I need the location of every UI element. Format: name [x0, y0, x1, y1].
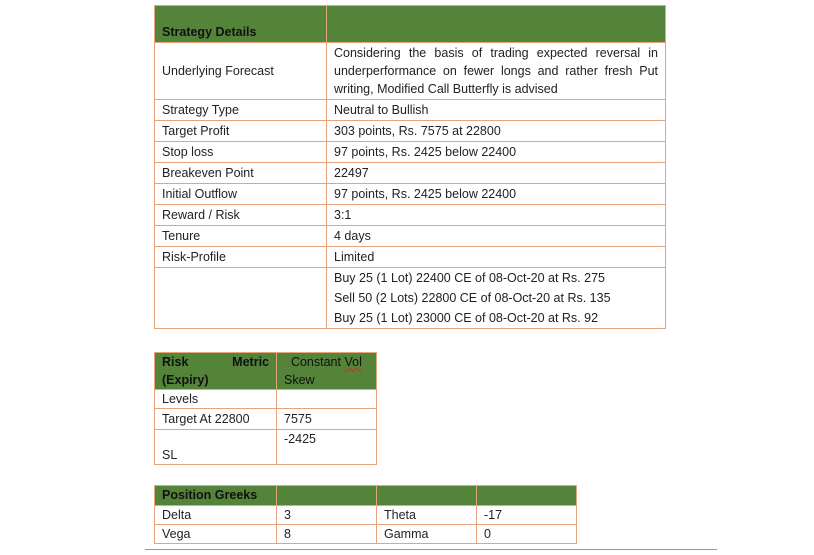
row-label: Reward / Risk [155, 205, 327, 226]
row-label: Tenure [155, 226, 327, 247]
legs-cell [327, 268, 666, 329]
page-divider [145, 549, 717, 550]
risk-header-word-risk: Risk [162, 355, 189, 369]
leg-line: Buy 25 (1 Lot) 23000 CE of 08-Oct-20 at Rs. 92 [334, 311, 599, 325]
row-label: Target Profit [155, 121, 327, 142]
risk-header-word-expiry: (Expiry) [162, 373, 209, 387]
greek-value: 8 [277, 525, 377, 544]
row-value: 22497 [327, 163, 666, 184]
row-value: 7575 [277, 409, 377, 430]
table-row [155, 430, 377, 465]
risk-header-row [155, 353, 377, 390]
table-row [155, 525, 577, 544]
row-value: 3:1 [327, 205, 666, 226]
table-row [155, 163, 666, 184]
risk-header-word-constant: Constant [290, 355, 341, 369]
table-row [155, 121, 666, 142]
greek-name: Vega [155, 525, 277, 544]
row-label: Stop loss [155, 142, 327, 163]
table-row [155, 409, 377, 430]
row-value: 97 points, Rs. 2425 below 22400 [327, 142, 666, 163]
table-row [155, 247, 666, 268]
strategy-header-title: Strategy Details [155, 6, 327, 43]
table-row [155, 184, 666, 205]
row-label: Levels [155, 390, 277, 409]
row-label: Initial Outflow [155, 184, 327, 205]
greeks-header-empty [377, 486, 477, 506]
table-row [155, 506, 577, 525]
legs-label-empty [155, 268, 327, 329]
row-value: 97 points, Rs. 2425 below 22400 [327, 184, 666, 205]
row-label: Risk-Profile [155, 247, 327, 268]
greek-value: -17 [477, 506, 577, 525]
greek-name: Delta [155, 506, 277, 525]
greeks-header-row [155, 486, 577, 506]
greek-name: Gamma [377, 525, 477, 544]
row-label: Strategy Type [155, 100, 327, 121]
row-label: Target At 22800 [155, 409, 277, 430]
table-row [155, 226, 666, 247]
row-value: Limited [327, 247, 666, 268]
table-row [155, 142, 666, 163]
risk-header-word-vol: Vol [344, 355, 362, 369]
greek-value: 3 [277, 506, 377, 525]
leg-line: Buy 25 (1 Lot) 22400 CE of 08-Oct-20 at Rs. 275 [334, 271, 605, 285]
row-value: Considering the basis of trading expected reversal in underperformance on fewer longs and rather fresh Put writing, Modified Call Butterfly is advised [327, 43, 666, 100]
leg-line: Sell 50 (2 Lots) 22800 CE of 08-Oct-20 at Rs. 135 [334, 291, 611, 305]
row-value: 4 days [327, 226, 666, 247]
greek-name: Theta [377, 506, 477, 525]
row-label: Breakeven Point [155, 163, 327, 184]
greeks-header-empty [477, 486, 577, 506]
table-row [155, 100, 666, 121]
table-row [155, 43, 666, 100]
risk-metric-table [154, 352, 377, 465]
row-value: -2425 [277, 430, 377, 465]
row-value: Neutral to Bullish [327, 100, 666, 121]
row-label: SL [155, 430, 277, 465]
table-row [155, 205, 666, 226]
legs-row [155, 268, 666, 329]
greeks-header-title: Position Greeks [155, 486, 277, 506]
strategy-header-row [155, 6, 666, 43]
row-value [277, 390, 377, 409]
strategy-details-table [154, 5, 666, 329]
strategy-header-empty [327, 6, 666, 43]
position-greeks-table [154, 485, 577, 544]
risk-header-constant-vol [277, 353, 377, 390]
row-label: Underlying Forecast [155, 43, 327, 100]
row-value: 303 points, Rs. 7575 at 22800 [327, 121, 666, 142]
greeks-header-empty [277, 486, 377, 506]
table-row [155, 390, 377, 409]
risk-header-word-metric: Metric [232, 355, 269, 369]
risk-header-word-skew: Skew [284, 373, 315, 387]
risk-header-metric [155, 353, 277, 390]
greek-value: 0 [477, 525, 577, 544]
